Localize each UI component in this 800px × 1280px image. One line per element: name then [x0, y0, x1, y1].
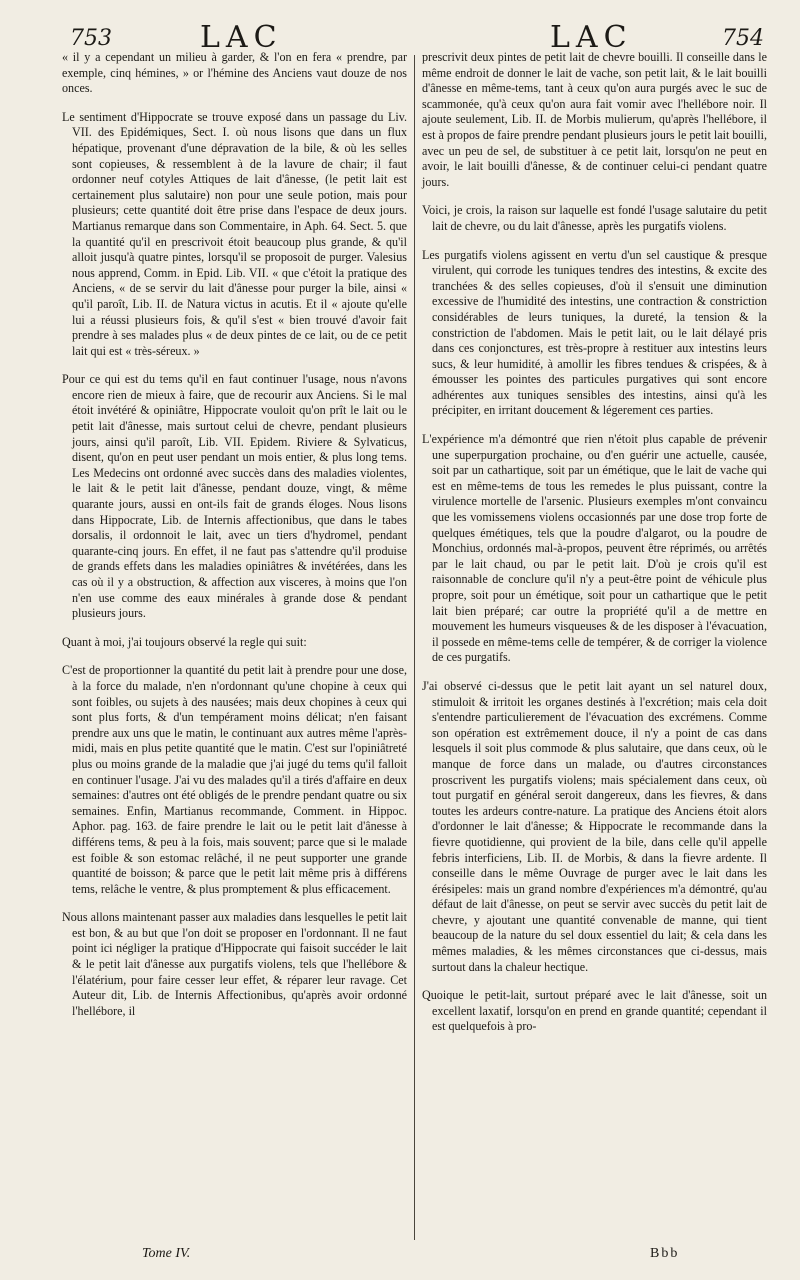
column-divider [414, 55, 415, 1240]
right-column [422, 50, 767, 1048]
right-paragraph-5: J'ai observé ci-dessus que le petit lait ayant un sel naturel doux, stimuloit & irritoit les organes destinés à l'excrétion; mais cela doit s'entendre particulierement de l'évacuation des excrémens. Comme son opération est extrêmement douce, il n'y a point de cas dans lesquels il soit plus commode & plus salutaire, que dans ceux, où le manque de force dans un malade, ou d'autres circonstances proscrivent les purgatifs violens; mais spécialement dans ceux, où tout purgatif en général seroit dangereux, dans les fievres, & dans toutes les ardeurs contre-nature. La pratique des Anciens étoit alors d'ordonner le lait d'ânesse; & Hippocrate le recommande dans la fievre quotidienne, qui provient de la bile, dans celle qu'il appelle febris interficiens, Lib. II. de Morbis, & dans la fievre ardente. Il conseille dans le même Ouvrage de purger avec le lait dans les érésipeles: mais un grand nombre d'expériences m'a démontré, qu'au défaut de lait d'ânesse, on peut se servir avec succès du petit lait de chevre, y ajoutant une quantité convenable de manne, qui tient beaucoup de la nature du sel doux essentiel du lait; & cela dans les mêmes maladies, & les mêmes circonstances que ci-dessus, mais surtout dans la chaleur hectique. [422, 678, 767, 974]
page-number-right: 754 [722, 26, 764, 51]
page-footer [0, 1246, 800, 1266]
left-paragraph-3: Pour ce qui est du tems qu'il en faut continuer l'usage, nous n'avons encore rien de mieux à faire, que de recourir aux Anciens. Si le mal étoit invétéré & opiniâtre, Hippocrate vouloit qu'on prît le lait ou le petit lait d'ânesse, mais surtout celui de chevre, pendant plusieurs jours, ainsi qu'il paroît, Lib. VII. Epidem. Riviere & Sylvaticus, disent, qu'on en peut user pendant un mois entier, & plus long tems. Les Medecins ont ordonné avec succès dans des maladies violentes, le lait & le petit lait d'ânesse, pendant douze, vingt, & même quarante jours, aussi en ont-ils fait de grands éloges. Nous lisons dans Hippocrate, Lib. de Internis affectionibus, que dans le tabes dorsalis, il ordonnoit le lait, avec un tiers d'hydromel, pendant quarante-cinq jours. En effet, il ne faut pas s'attendre qu'il produise de grands effets dans les maladies opiniâtres & invétérées, dans les cas où il y a obstruction, & affection aux visceres, à moins que l'on n'en use comme des eaux minérales à grande dose & pendant plusieurs jours. [62, 372, 407, 621]
page-number-left: 753 [70, 26, 112, 51]
left-paragraph-4: Quant à moi, j'ai toujours observé la regle qui suit: [62, 634, 307, 649]
right-paragraph-1: prescrivit deux pintes de petit lait de chevre bouilli. Il conseille dans le même endroit de donner le lait de vache, son petit lait, & le lait bouilli d'ânesse en même-tems, tant à ceux qu'on aura purgés avec le suc de scammonée, qu'à ceux qu'on aura fait vomir avec l'hellébore noir. Il ajoute seulement, Lib. II. de Morbis mulierum, qu'après l'hellébore, il est à propos de faire prendre pendant plusieurs jours le petit lait bouilli, avec un peu de sel, de substituer à ce petit lait, lorsqu'on ne peut en avoir, le lait bouilli d'ânesse, & de continuer celui-ci pendant quatre jours. [422, 50, 767, 189]
running-head-left: LAC [200, 20, 283, 55]
right-paragraph-3: Les purgatifs violens agissent en vertu d'un sel caustique & presque virulent, qui corrode les tuniques tendres des intestins, & excite des tranchées & des selles copieuses, d'où il s'ensuit une diminution excessive de l'humidité des intestins, une contraction & constriction considérables de leurs tuniques, la dureté, la tension & la constriction de l'abdomen. Mais le petit lait, ou le lait délayé pris dans ces conjonctures, est très-propre à restituer aux intestins leurs sucs, & leur humidité, à amollir les fibres tendues & crispées, & à émousser les pointes des particules purgatives qui sont encore adhérentes aux tuniques sensibles des intestins, ainsi qu'à les précipiter, en irritant doucement & légerement ces parties. [422, 247, 767, 418]
left-paragraph-2: Le sentiment d'Hippocrate se trouve exposé dans un passage du Liv. VII. des Epidémiques, Sect. I. où nous lisons que dans un flux hépatique, provenant d'une dépravation de la bile, & où les selles sont copieuses, & ressemblent à de la lavure de chair; il faut ordonner neuf cotyles Attiques de lait d'ânesse, (le petit lait est certainement plus salutaire) non pour une seule potion, mais pour plusieurs; cette quantité doit être prise dans l'espace de deux jours. Martianus remarque dans son Commentaire, in Aph. 64. Sect. 5. que la quantité qu'il en prescrivoit étoit beaucoup plus grande, & qu'il alloit jusqu'à quatre pintes, lorsqu'il se proposoit de purger. Valesius nous apprend, Comm. in Epid. Lib. VII. « que c'étoit la pratique des Anciens, « de se servir du lait d'ânesse pour purger la bile, ainsi « qu'il paroît, Lib. II. de Natura victus in acutis. Et il « ajoute qu'elle lui a réussi plusieurs fois, & qu'il s'est « bien trouvé d'avoir fait prendre à ses malades plus « de deux pintes de ce lait, ou de ce petit lait qui est « très-séreux. » [62, 109, 407, 358]
left-paragraph-5: C'est de proportionner la quantité du petit lait à prendre pour une dose, à la force du malade, n'en n'ordonnant qu'une chopine à ceux qui sont foibles, ou sujets à des nausées; mais deux chopines à ceux qui sont plus forts, & d'un tempérament moins délicat; n'en faisant prendre aux uns que le matin, le continuant aux autres même l'après-midi, mais en plus petite quantité que le matin. C'est sur l'opiniâtreté plus ou moins grande de la maladie que j'ai jugé du tems qu'il falloit en continuer l'usage. J'ai vu des malades qu'il a tirés d'affaire en deux semaines: d'autres ont été obligés de le prendre pendant quatre ou six semaines. Enfin, Martianus recommande, Comment. in Hippoc. Aphor. pag. 163. de faire prendre le lait ou le petit lait d'ânesse à différens tems, & peu à la fois, mais souvent; parce que si le malade est foible & son estomac relâché, il ne peut supporter une grande quantité de boisson; & parce que le petit lait même pris à différens tems, relâche le ventre, & plus promptement & plus efficacement. [62, 663, 407, 896]
left-paragraph-1: « il y a cependant un milieu à garder, & l'on en fera « prendre, par exemple, cinq hémines, » or l'hémine des Anciens vaut douze de nos onces. [62, 50, 407, 96]
right-paragraph-2: Voici, je crois, la raison sur laquelle est fondé l'usage salutaire du petit lait de chevre, ou du lait d'ânesse, après les purgatifs violens. [422, 203, 767, 233]
right-paragraph-4: L'expérience m'a démontré que rien n'étoit plus capable de prévenir une superpurgation prochaine, ou d'en guérir une actuelle, causée, soit par un cathartique, soit par un émétique, que le lait de vache qui est en même-tems de tous les remedes le plus puissant, contre la virulence mortelle de l'arsenic. Plusieurs exemples m'ont convaincu que les vomissemens violens occasionnés par une dose trop forte de quelques émétiques, tels que la poudre d'algarot, ou la poudre de Monchius, ordonnés mal-à-propos, peuvent être réprimés, ou arrêtés par le lait chaud, ou par le petit lait. D'où je crois qu'il est raisonnable de conclure qu'il n'y a peut-être point de véhicule plus propre, soit pour un émétique, soit pour un cathartique que le petit lait bien préparé; car outre la propriété qu'il a de mettre en mouvement les humeurs visqueuses & de les disposer à l'évacuation, il possede en même-tems celle de tempérer, & de corriger la violence de ces purgatifs. [422, 432, 767, 665]
left-paragraph-6: Nous allons maintenant passer aux maladies dans lesquelles le petit lait est bon, & au but que l'on doit se proposer en l'ordonnant. Il ne faut point ici négliger la pratique d'Hippocrate qui faisoit succéder le lait & le petit lait d'ânesse aux purgatifs violens, tels que l'hellébore & l'élatérium, pour faire cesser leur effet, & réparer leur ravage. Cet Auteur dit, Lib. de Internis Affectionibus, qu'après avoir ordonné l'hellébore, il [62, 910, 407, 1018]
signature-mark: Bbb [650, 1246, 680, 1261]
volume-label: Tome IV. [142, 1246, 191, 1261]
page-header [0, 20, 800, 54]
right-paragraph-6: Quoique le petit-lait, surtout préparé avec le lait d'ânesse, soit un excellent laxatif, lorsqu'on en prend en grande quantité; cependant il est quelquefois à pro- [422, 988, 767, 1034]
left-column [62, 50, 407, 1032]
running-head-right: LAC [550, 20, 633, 55]
